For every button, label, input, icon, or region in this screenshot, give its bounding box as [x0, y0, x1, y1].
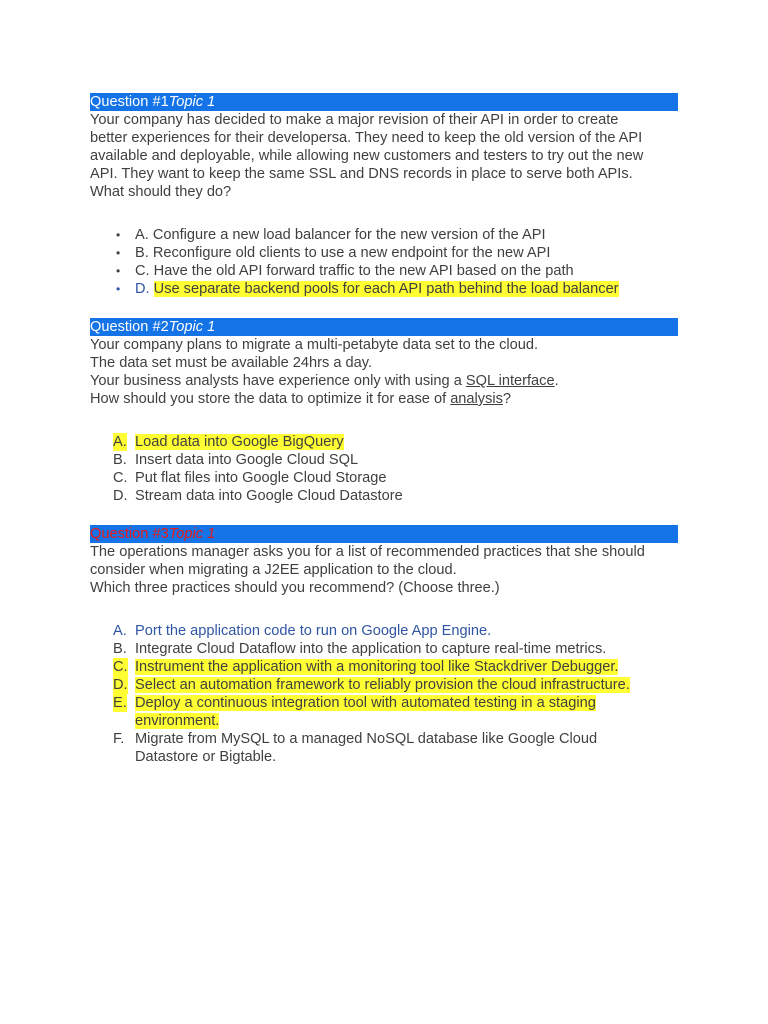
option-item: [90, 487, 678, 505]
option-text: Insert data into Google Cloud SQL: [135, 452, 359, 468]
option-mark: C.: [135, 263, 150, 279]
question-2-line: Your company plans to migrate a multi-petabyte data set to the cloud.: [90, 337, 539, 353]
bullet-icon: •: [116, 264, 121, 278]
question-3-line: consider when migrating a J2EE application to the cloud.: [90, 562, 457, 578]
question-1-line: API. They want to keep the same SSL and DNS records in place to serve both APIs.: [90, 166, 633, 182]
question-2-line: The data set must be available 24hrs a day.: [90, 355, 373, 371]
option-text: Reconfigure old clients to use a new endpoint for the new API: [152, 245, 551, 261]
question-1-text: [90, 111, 678, 201]
option-text-highlighted: Deploy a continuous integration tool with automated testing in a staging: [135, 695, 596, 711]
question-1-line: available and deployable, while allowing new customers and testers to try out the new: [90, 148, 644, 164]
option-item: [90, 244, 678, 262]
bullet-icon: •: [116, 282, 121, 296]
option-text: Have the old API forward traffic to the new API based on the path: [153, 263, 574, 279]
option-item: [90, 640, 678, 658]
option-item: [90, 262, 678, 280]
question-1-header: [90, 93, 678, 111]
question-1-line: What should they do?: [90, 184, 232, 200]
question-3-options: [90, 622, 678, 766]
option-mark: A.: [113, 623, 127, 639]
document-page: [90, 93, 678, 766]
sql-interface-link[interactable]: SQL interface: [465, 373, 555, 389]
question-3-text: [90, 543, 678, 597]
option-text-highlighted: Load data into Google BigQuery: [135, 434, 344, 450]
option-mark: D.: [113, 677, 128, 693]
option-item: [90, 730, 678, 766]
option-text-highlighted: Use separate backend pools for each API path behind the load balancer: [153, 281, 619, 297]
question-3-line: The operations manager asks you for a list of recommended practices that she should: [90, 544, 645, 560]
question-3-topic: Topic 1: [168, 526, 216, 542]
question-1-topic: Topic 1: [168, 94, 216, 110]
option-mark: C.: [113, 659, 128, 675]
option-text: Configure a new load balancer for the new version of the API: [152, 227, 546, 243]
option-item-correct: [90, 658, 678, 676]
question-2-options: [90, 433, 678, 505]
option-mark: D.: [113, 488, 128, 504]
option-text-highlighted: environment.: [135, 713, 220, 729]
question-3-line: Which three practices should you recommend? (Choose three.): [90, 580, 500, 596]
option-mark: A.: [135, 227, 149, 243]
option-item: [90, 622, 678, 640]
question-2-header: [90, 318, 678, 336]
option-text: Migrate from MySQL to a managed NoSQL database like Google Cloud: [135, 731, 598, 747]
question-3-title: Question #3: [90, 526, 169, 542]
option-item: [90, 226, 678, 244]
option-mark: E.: [113, 695, 127, 711]
question-1-options: [90, 226, 678, 298]
option-text: Port the application code to run on Google App Engine.: [135, 623, 492, 639]
option-text: Stream data into Google Cloud Datastore: [135, 488, 403, 504]
option-mark: B.: [135, 245, 149, 261]
option-text-highlighted: Instrument the application with a monitoring tool like Stackdriver Debugger.: [135, 659, 619, 675]
bullet-icon: •: [116, 246, 121, 260]
option-mark: D.: [135, 281, 150, 297]
option-text: Datastore or Bigtable.: [135, 749, 277, 765]
option-mark: F.: [113, 731, 125, 747]
option-item-correct: [90, 280, 678, 298]
option-item: [90, 451, 678, 469]
question-1-line: Your company has decided to make a major revision of their API in order to create: [90, 112, 619, 128]
option-item: [90, 469, 678, 487]
option-mark: C.: [113, 470, 128, 486]
option-item-correct: [90, 694, 678, 730]
bullet-icon: •: [116, 228, 121, 242]
question-2-topic: Topic 1: [168, 319, 216, 335]
question-2-text: [90, 336, 678, 408]
question-1-line: better experiences for their developersa. They need to keep the old version of the API: [90, 130, 643, 146]
question-3-header: [90, 525, 678, 543]
option-mark: B.: [113, 641, 127, 657]
question-1-title: Question #1: [90, 94, 169, 110]
question-2-line: How should you store the data to optimize it for ease of analysis?: [90, 391, 512, 407]
option-text: Integrate Cloud Dataflow into the application to capture real-time metrics.: [135, 641, 607, 657]
option-mark: B.: [113, 452, 127, 468]
option-item-correct: [90, 433, 678, 451]
analysis-link[interactable]: analysis: [450, 391, 503, 407]
question-2-title: Question #2: [90, 319, 169, 335]
option-mark: A.: [113, 434, 127, 450]
option-item-correct: [90, 676, 678, 694]
option-text-highlighted: Select an automation framework to reliably provision the cloud infrastructure.: [135, 677, 630, 693]
option-text: Put flat files into Google Cloud Storage: [135, 470, 387, 486]
question-2-line: Your business analysts have experience only with using a SQL interface.: [90, 373, 559, 389]
